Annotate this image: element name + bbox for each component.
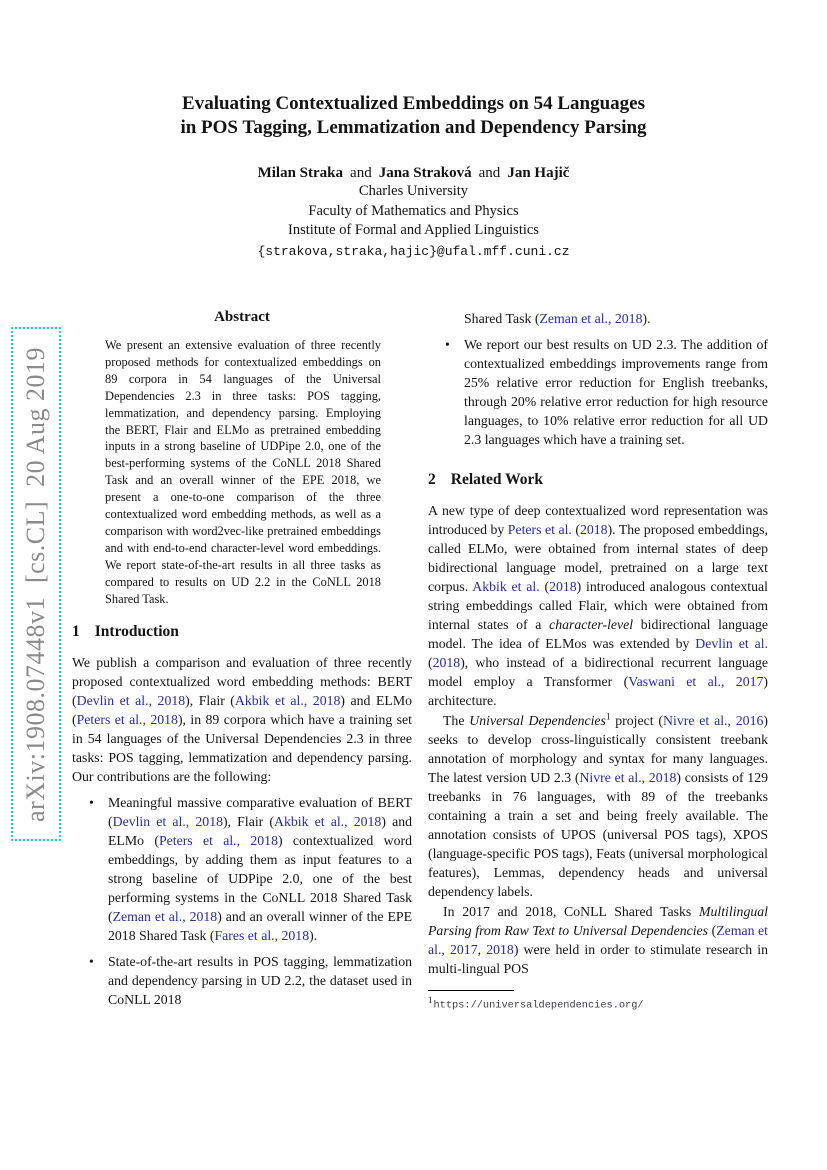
bullet-marker: • xyxy=(445,337,450,352)
list-item xyxy=(428,335,768,449)
text-segment: Shared Task ( xyxy=(464,311,540,326)
citation-link[interactable]: Peters et al., 2018 xyxy=(158,832,278,848)
text-segment: Multilingual Parsing from Raw Text to Universal Dependencies xyxy=(428,904,768,938)
text-segment: ( xyxy=(571,522,580,537)
text-segment: State-of-the-art results in POS tagging, lemmatization and dependency parsing in UD 2.2, the dataset used in CoNLL 2018 xyxy=(108,953,412,1007)
text-segment: ) were held in order to stimulate research in multi-lingual POS xyxy=(428,942,768,976)
text-segment: ), who instead of a bidirectional recurrent language model employ a Transformer ( xyxy=(428,655,768,689)
text-segment: ). xyxy=(309,927,318,943)
author-line xyxy=(0,165,827,182)
citation-link[interactable]: Akbik et al., 2018 xyxy=(234,692,341,708)
affiliation-university: Charles University xyxy=(358,183,469,199)
text-segment: ( xyxy=(428,655,433,670)
text-segment: ) seeks to develop cross-linguistically consistent treebank annotation of morphology and syntax for many languages. The latest version UD 2.3 ( xyxy=(428,713,768,785)
text-segment: ) and an overall winner of the EPE 2018 Shared Task ( xyxy=(108,908,412,943)
bullet-marker: • xyxy=(89,794,94,810)
section-title: Introduction xyxy=(94,622,179,640)
footnote-url[interactable]: https://universaldependencies.org/ xyxy=(433,999,644,1012)
citation-link[interactable]: Akbik et al., 2018 xyxy=(273,813,382,829)
citation-link[interactable]: Zeman et al., 2018 xyxy=(112,908,218,924)
text-segment: Jan Hajič xyxy=(507,165,570,181)
section-heading-introduction xyxy=(72,623,412,641)
affiliation-institute: Institute of Formal and Applied Linguistics xyxy=(288,222,539,238)
citation-link[interactable]: 2018 xyxy=(486,942,514,957)
text-segment: ). The proposed embeddings, called ELMo, were obtained from internal states of deep bidirectional language model, pretrained on a large text corpus. xyxy=(428,522,768,594)
text-segment: ) architecture. xyxy=(428,674,769,708)
related-work-paragraph-3 xyxy=(428,902,768,978)
footnote-marker: 1 xyxy=(428,995,433,1005)
citation-link[interactable]: 2018 xyxy=(579,522,608,537)
footnote-1 xyxy=(428,995,768,1012)
citation-link[interactable]: Zeman et al., 2017 xyxy=(428,923,768,957)
text-segment: ), in 89 corpora which have a training set in 54 languages of the Universal Dependencies 2.3 in three tasks: POS tagging, lemmatization and dependency parsing. Our contributions are the following: xyxy=(72,711,412,784)
section-title: Related Work xyxy=(450,471,544,488)
text-segment: Universal Dependencies xyxy=(469,713,606,728)
citation-link[interactable]: 2018 xyxy=(432,655,461,670)
two-column-body xyxy=(72,309,768,1012)
text-segment: bidirectional language model. The idea of ELMos was extended by xyxy=(428,617,768,651)
list-item-text xyxy=(108,795,412,943)
citation-link[interactable]: Zeman et al., 2018 xyxy=(539,311,643,326)
text-segment: We publish a comparison and evaluation of three recently proposed contextualized word embedding methods: BERT ( xyxy=(72,654,412,708)
text-segment: character-level xyxy=(549,617,634,632)
related-work-paragraph-2 xyxy=(428,711,768,901)
paper-title-line-2: in POS Tagging, Lemmatization and Dependency Parsing xyxy=(180,116,647,138)
text-segment: The xyxy=(443,713,470,728)
section-number: 1 xyxy=(72,622,80,640)
paper-header xyxy=(0,0,827,259)
paper-title xyxy=(0,92,827,139)
text-segment: ( xyxy=(539,579,550,594)
text-segment: In 2017 and 2018, CoNLL Shared Tasks xyxy=(443,904,699,919)
footnote-rule xyxy=(428,990,514,991)
text-segment: We report our best results on UD 2.3. The addition of contextualized embeddings improvements range from 25% relative error reduction for English treebanks, through 20% relative error reduction for high resource languages, to 10% relative error reduction for all UD 2.3 languages which have a training set. xyxy=(464,337,768,447)
list-item xyxy=(72,952,412,1009)
text-segment: ). xyxy=(642,311,651,326)
text-segment: Milan Straka xyxy=(257,165,344,181)
citation-link[interactable]: Vaswani et al., 2017 xyxy=(628,674,764,689)
text-segment: ) and ELMo ( xyxy=(72,692,412,727)
text-segment: ) contextualized word embeddings, by adding them as input features to a strong baseline of UDPipe 2.0, one of the best performing systems in the CoNLL 2018 Shared Task ( xyxy=(108,832,412,924)
citation-link[interactable]: Fares et al., 2018 xyxy=(214,927,310,943)
text-segment: project ( xyxy=(610,713,664,728)
list-item-text xyxy=(464,337,768,447)
text-segment: 1 xyxy=(605,711,611,722)
section-number: 2 xyxy=(428,471,436,488)
text-segment: ), Flair ( xyxy=(185,692,235,708)
footnote-block xyxy=(428,990,768,1012)
arxiv-watermark-text: arXiv:1908.07448v1 [cs.CL] 20 Aug 2019 xyxy=(21,346,50,822)
text-segment: Jana Straková xyxy=(378,165,472,181)
citation-link[interactable]: Devlin et al., 2018 xyxy=(76,692,186,708)
citation-link[interactable]: Devlin et al., 2018 xyxy=(112,813,223,829)
text-segment: and xyxy=(478,165,501,181)
text-segment: ), Flair ( xyxy=(223,813,274,829)
affiliation-faculty: Faculty of Mathematics and Physics xyxy=(308,202,519,219)
text-segment: ( xyxy=(708,923,717,938)
text-segment: ) and ELMo ( xyxy=(108,813,412,848)
abstract-text: We present an extensive evaluation of three recently proposed methods for contextualized embeddings on 89 corpora in 54 languages of the Universal Dependencies 2.3 in three tasks: POS tagging, lemmatization, and dependency parsing. Employing the BERT, Flair and ELMo as pretrained embedding inputs in a strong baseline of UDPipe 2.0, one of the best-performing systems of the CoNLL 2018 Shared Task and an overall winner of the EPE 2018, we present a one-to-one comparison of the three contextualized word embedding methods, as well as a comparison with word2vec-like pretrained embeddings and with end-to-end character-level word embeddings. We report state-of-the-art results in all three tasks as compared to results on UD 2.2 in the CoNLL 2018 Shared Task. xyxy=(105,338,381,606)
list-item-text xyxy=(108,954,412,1007)
author-emails: {strakova,straka,hajic}@ufal.mff.cuni.cz xyxy=(257,243,570,259)
list-item xyxy=(72,793,412,945)
text-segment: Meaningful massive comparative evaluation of BERT ( xyxy=(108,794,412,829)
section-heading-related-work xyxy=(428,471,768,489)
text-segment: ) consists of 129 treebanks in 76 languages, with 89 of the treebanks containing a train a set and being freely available. The annotation consists of UPOS (universal POS tags), XPOS (language-specific POS tags), Feats (universal morphological features), Lemmas, dependency heads and universal dependency labels. xyxy=(428,770,768,899)
right-column xyxy=(428,309,768,1012)
citation-link[interactable]: Nivre et al., 2018 xyxy=(579,770,677,785)
paper-title-line-1: Evaluating Contextualized Embeddings on 54 Languages xyxy=(182,93,645,114)
left-column xyxy=(72,309,412,1012)
list-item-continuation xyxy=(428,309,768,328)
text-segment: and xyxy=(350,165,372,181)
related-work-paragraph-1 xyxy=(428,501,768,710)
bullet-marker: • xyxy=(89,953,94,969)
abstract-heading: Abstract xyxy=(214,309,270,325)
citation-link[interactable]: 2018 xyxy=(549,579,577,594)
citation-link[interactable]: Nivre et al., 2016 xyxy=(663,713,764,728)
arxiv-watermark-box xyxy=(11,327,61,841)
text-segment: A new type of deep contextualized word representation was introduced by xyxy=(428,503,768,537)
citation-link[interactable]: Peters et al. xyxy=(507,522,572,537)
citation-link[interactable]: Akbik et al. xyxy=(472,579,540,594)
text-segment: , xyxy=(477,942,487,957)
citation-link[interactable]: Devlin et al. xyxy=(695,636,768,651)
intro-paragraph xyxy=(72,653,412,786)
citation-link[interactable]: Peters et al., 2018 xyxy=(76,711,178,727)
text-segment: ) introduced analogous contextual string embeddings called Flair, which were obtained from internal states of a xyxy=(428,579,768,632)
